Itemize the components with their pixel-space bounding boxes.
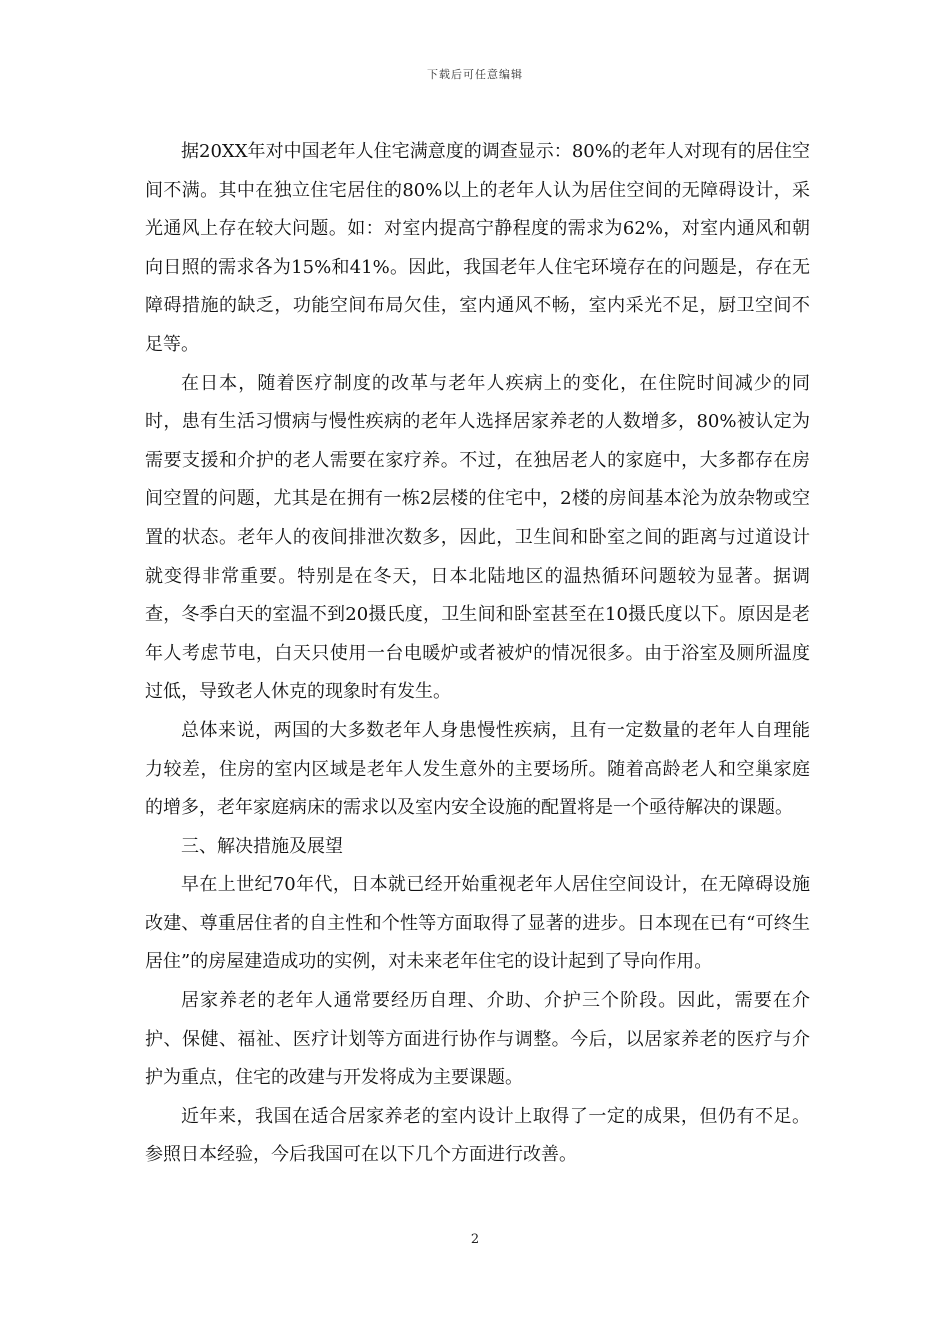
paragraph-home-care-stages: 居家养老的老年人通常要经历自理、介助、介护三个阶段。因此，需要在介护、保健、福祉、医疗计划等方面进行协作与调整。今后，以居家养老的医疗与介护为重点，住宅的改建与开发将成为主要课题。	[145, 990, 810, 1089]
page-number: 2	[470, 1232, 480, 1247]
paragraph-china-improvement: 近年来，我国在适合居家养老的室内设计上取得了一定的成果，但仍有不足。参照日本经验，今后我国可在以下几个方面进行改善。	[145, 1105, 810, 1166]
paragraph-japan-history: 早在上世纪70年代，日本就已经开始重视老年人居住空间设计，在无障碍设施改建、尊重居住者的自主性和个性等方面取得了显著的进步。日本现在已有“可终生居住”的房屋建造成功的实例，对未来老年住宅的设计起到了导向作用。	[145, 874, 810, 973]
paragraph-japan-situation: 在日本，随着医疗制度的改革与老年人疾病上的变化，在住院时间减少的同时，患有生活习惯病与慢性疾病的老年人选择居家养老的人数增多，80%被认定为需要支援和介护的老人需要在家疗养。不过，在独居老人的家庭中，大多都存在房间空置的问题，尤其是在拥有一栋2层楼的住宅中，2楼的房间基本沦为放杂物或空置的状态。老年人的夜间排泄次数多，因此，卫生间和卧室之间的距离与过道设计就变得非常重要。特别是在冬天，日本北陆地区的温热循环问题较为显著。据调查，冬季白天的室温不到20摄氏度，卫生间和卧室甚至在10摄氏度以下。原因是老年人考虑节电，白天只使用一台电暖炉或者被炉的情况很多。由于浴室及厕所温度过低，导致老人休克的现象时有发生。	[145, 372, 810, 703]
paragraph-survey-china: 据20XX年对中国老年人住宅满意度的调查显示：80%的老年人对现有的居住空间不满。其中在独立住宅居住的80%以上的老年人认为居住空间的无障碍设计，采光通风上存在较大问题。如：对室内提高宁静程度的需求为62%，对室内通风和朝向日照的需求各为15%和41%。因此，我国老年人住宅环境存在的问题是，存在无障碍措施的缺乏，功能空间布局欠佳，室内通风不畅，室内采光不足，厨卫空间不足等。	[145, 141, 810, 355]
paragraph-summary: 总体来说，两国的大多数老年人身患慢性疾病，且有一定数量的老年人自理能力较差，住房的室内区域是老年人发生意外的主要场所。随着高龄老人和空巢家庭的增多，老年家庭病床的需求以及室内安全设施的配置将是一个亟待解决的课题。	[145, 719, 810, 819]
document-body	[145, 133, 810, 1175]
section-heading: 三、解决措施及展望	[181, 835, 343, 857]
page-header: 下载后可任意编辑	[427, 68, 523, 81]
